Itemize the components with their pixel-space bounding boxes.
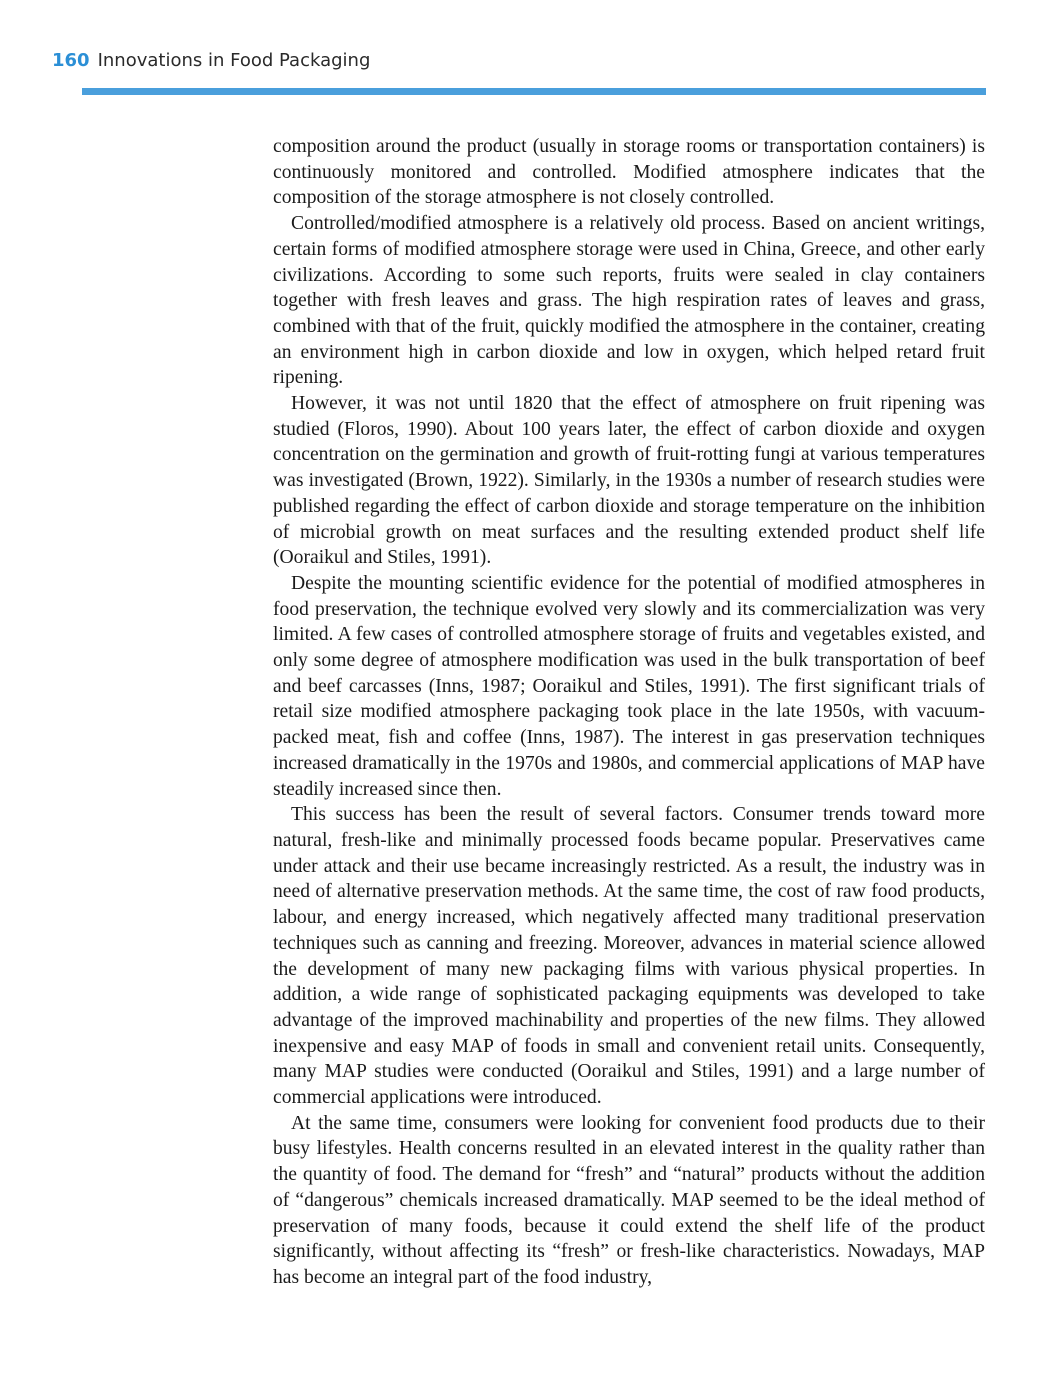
paragraph-success-factors: This success has been the result of several factors. Consumer trends toward more natural, fresh-like and minimally processed foods became popular. Preservatives came under attack and their use became increasingly restricted. As a result, the industry was in need of alternative preservation methods. At the same time, the cost of raw food products, labour, and energy increased, which negatively affected many traditional preservation techniques such as canning and freezing. Moreover, advances in material science allowed the development of many new packaging films with various physical properties. In addition, a wide range of sophisticated packaging equipments was developed to take advantage of the improved machinability and properties of the new films. They allowed inexpensive and easy MAP of foods in small and convenient retail units. Consequently, many MAP studies were conducted (Ooraikul and Stiles, 1991) and a large number of commercial applications were introduced. — [273, 804, 985, 1109]
paragraph-commercialization: Despite the mounting scientific evidence for the potential of modified atmospheres in food preservation, the technique evolved very slowly and its commercialization was very limited. A few cases of controlled atmosphere storage of fruits and vegetables existed, and only some degree of atmosphere modification was used in the bulk transportation of beef and beef carcasses (Inns, 1987; Ooraikul and Stiles, 1991). The first significant trials of retail size modified atmosphere packaging took place in the late 1950s, with vacuum-packed meat, fish and coffee (Inns, 1987). The interest in gas preservation techniques increased dramatically in the 1970s and 1980s, and commercial applications of MAP have steadily increased since then. — [273, 572, 985, 800]
page-number: 160 — [52, 50, 90, 71]
paragraph-history: Controlled/modified atmosphere is a relatively old process. Based on ancient writings, certain forms of modified atmosphere storage were used in China, Greece, and other early civilizations. According to some such reports, fruits were sealed in clay containers together with fresh leaves and grass. The high respiration rates of leaves and grass, combined with that of the fruit, quickly modified the atmosphere in the container, creating an environment high in carbon dioxide and low in oxygen, which helped retard fruit ripening. — [273, 213, 985, 389]
book-title: Innovations in Food Packaging — [97, 50, 371, 71]
header-rule — [82, 88, 986, 95]
paragraph-early-research: However, it was not until 1820 that the effect of atmosphere on fruit ripening was studied (Floros, 1990). About 100 years later, the effect of carbon dioxide and oxygen concentration on the germination and growth of fruit-rotting fungi at various temperatures was investigated (Brown, 1922). Similarly, in the 1930s a number of research studies were published regarding the effect of carbon dioxide and storage temperature on the inhibition of microbial growth on meat surfaces and the resulting extended product shelf life (Ooraikul and Stiles, 1991). — [273, 393, 985, 569]
body-text — [273, 134, 985, 1291]
paragraph-consumer-trends: At the same time, consumers were looking for convenient food products due to their busy lifestyles. Health concerns resulted in an elevated interest in the quality rather than the quantity of food. The demand for “fresh” and “natural” products without the addition of “dangerous” chemicals increased dramatically. MAP seemed to be the ideal method of preservation of many foods, because it could extend the shelf life of the product significantly, without affecting its “fresh” or fresh-like characteristics. Nowadays, MAP has become an integral part of the food industry, — [273, 1112, 985, 1288]
paragraph-continuation: composition around the product (usually in storage rooms or transportation containers) is continuously monitored and controlled. Modified atmosphere indicates that the composition of the storage atmosphere is not closely controlled. — [273, 136, 985, 209]
running-header — [52, 50, 370, 71]
